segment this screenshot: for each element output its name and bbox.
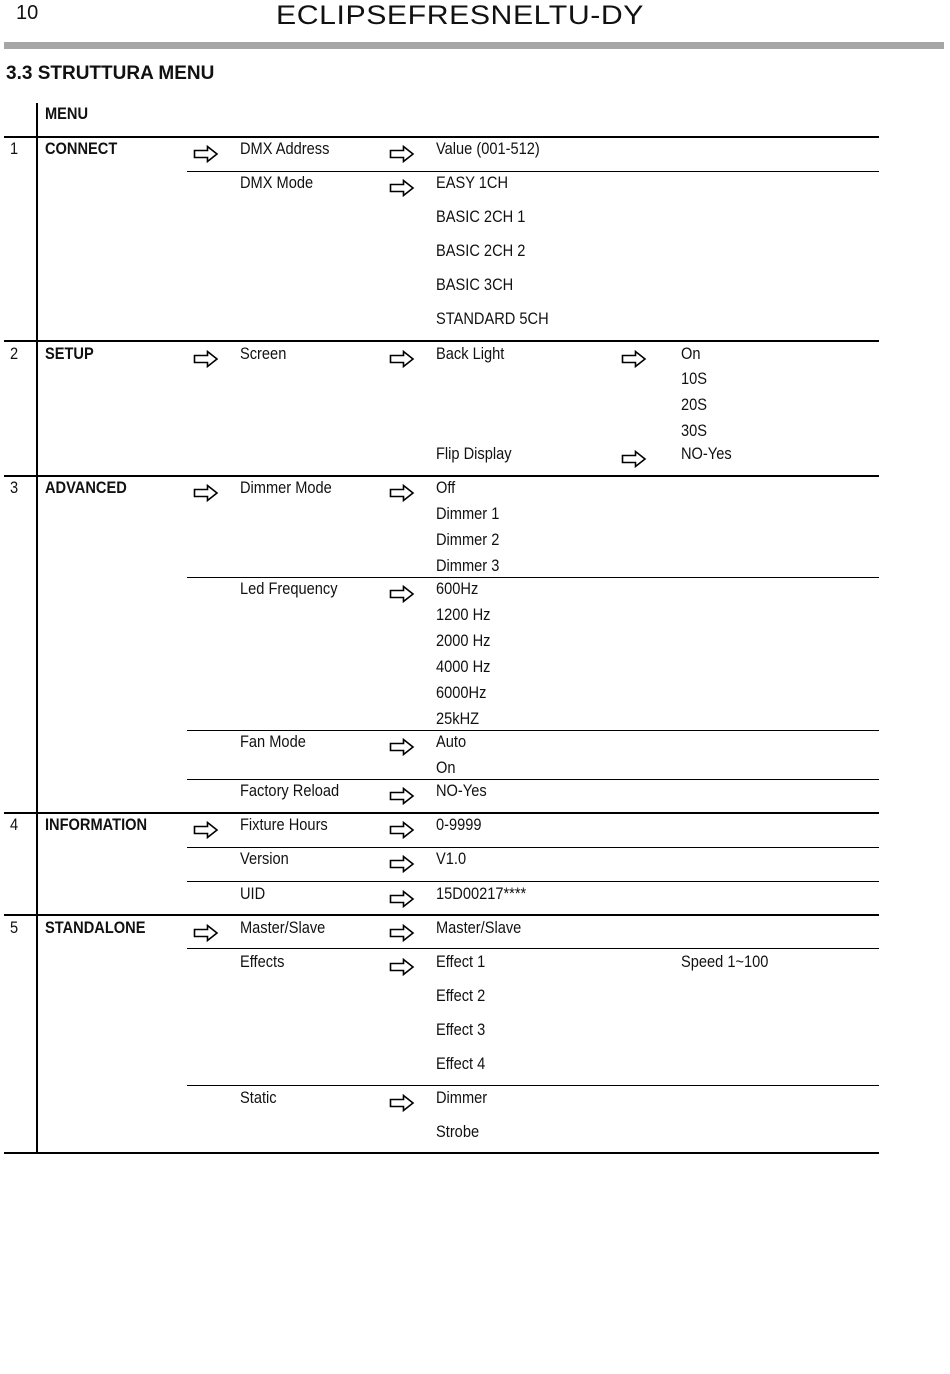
table-sub-rule [187,779,879,780]
row-number: 4 [10,815,19,834]
table-sub-rule [187,881,879,882]
submenu-label: DMX Address [240,139,330,158]
menu-value: 600Hz [436,579,479,598]
menu-value: Value (001-512) [436,139,540,158]
menu-value: Strobe [436,1122,480,1141]
arrow-right-icon [193,145,219,163]
table-sub-rule [187,948,879,949]
arrow-right-icon [389,179,415,197]
option-value: NO-Yes [681,444,732,463]
arrow-right-icon [389,958,415,976]
table-sub-rule [187,577,879,578]
option-value: 10S [681,369,708,388]
menu-value: On [436,758,456,777]
arrow-right-icon [389,350,415,368]
submenu-label: Fixture Hours [240,815,328,834]
header-rule [4,42,944,49]
table-vertical-rule [36,103,38,1154]
menu-item-information: INFORMATION [45,815,148,834]
section-title: 3.3 STRUTTURA MENU [6,63,215,84]
table-rule [4,340,879,342]
arrow-right-icon [621,350,647,368]
option-value: 20S [681,395,708,414]
submenu-label: Factory Reload [240,781,340,800]
row-number: 2 [10,344,19,363]
option-value: On [681,344,701,363]
submenu-label: DMX Mode [240,173,314,192]
submenu-label: Dimmer Mode [240,478,332,497]
menu-value: Effect 2 [436,986,486,1005]
arrow-right-icon [193,484,219,502]
menu-value: Dimmer 3 [436,556,500,575]
document-title: ECLIPSEFRESNELTU-DY [276,0,645,30]
menu-value: Flip Display [436,444,512,463]
menu-value: BASIC 2CH 2 [436,241,526,260]
arrow-right-icon [193,924,219,942]
menu-value: 2000 Hz [436,631,491,650]
menu-item-standalone: STANDALONE [45,918,146,937]
table-rule [4,1152,879,1154]
submenu-label: Effects [240,952,285,971]
menu-item-advanced: ADVANCED [45,478,127,497]
table-rule [4,812,879,814]
submenu-label: Master/Slave [240,918,326,937]
row-number: 1 [10,139,19,158]
menu-value: Back Light [436,344,505,363]
menu-value: Dimmer 2 [436,530,500,549]
menu-value: V1.0 [436,849,467,868]
arrow-right-icon [389,1094,415,1112]
menu-value: Effect 1 [436,952,486,971]
menu-item-connect: CONNECT [45,139,118,158]
menu-value: 6000Hz [436,683,487,702]
table-sub-rule [187,171,879,172]
arrow-right-icon [389,145,415,163]
arrow-right-icon [389,484,415,502]
arrow-right-icon [389,924,415,942]
menu-value: 1200 Hz [436,605,491,624]
menu-value: Dimmer 1 [436,504,500,523]
arrow-right-icon [621,450,647,468]
menu-value: Master/Slave [436,918,522,937]
row-number: 3 [10,478,19,497]
submenu-label: Version [240,849,289,868]
arrow-right-icon [193,350,219,368]
menu-value: Auto [436,732,467,751]
menu-value: 25kHZ [436,709,480,728]
table-sub-rule [187,1085,879,1086]
menu-value: 4000 Hz [436,657,491,676]
row-number: 5 [10,918,19,937]
menu-column-header: MENU [45,104,89,123]
submenu-label: Led Frequency [240,579,338,598]
menu-value: 15D00217**** [436,884,527,903]
option-value: Speed 1~100 [681,952,769,971]
menu-value: Effect 4 [436,1054,486,1073]
page-number: 10 [16,2,39,24]
menu-value: Dimmer [436,1088,488,1107]
table-rule [4,475,879,477]
arrow-right-icon [389,890,415,908]
arrow-right-icon [389,585,415,603]
submenu-label: Screen [240,344,287,363]
table-rule [4,914,879,916]
table-sub-rule [187,847,879,848]
submenu-label: Static [240,1088,277,1107]
submenu-label: Fan Mode [240,732,306,751]
menu-value: EASY 1CH [436,173,509,192]
menu-value: NO-Yes [436,781,487,800]
arrow-right-icon [389,787,415,805]
table-sub-rule [187,730,879,731]
menu-value: STANDARD 5CH [436,309,549,328]
menu-value: Effect 3 [436,1020,486,1039]
arrow-right-icon [389,855,415,873]
arrow-right-icon [193,821,219,839]
menu-value: Off [436,478,456,497]
arrow-right-icon [389,821,415,839]
table-rule [4,136,879,138]
submenu-label: UID [240,884,266,903]
menu-value: 0-9999 [436,815,482,834]
menu-value: BASIC 2CH 1 [436,207,526,226]
option-value: 30S [681,421,708,440]
menu-value: BASIC 3CH [436,275,514,294]
arrow-right-icon [389,738,415,756]
menu-item-setup: SETUP [45,344,94,363]
